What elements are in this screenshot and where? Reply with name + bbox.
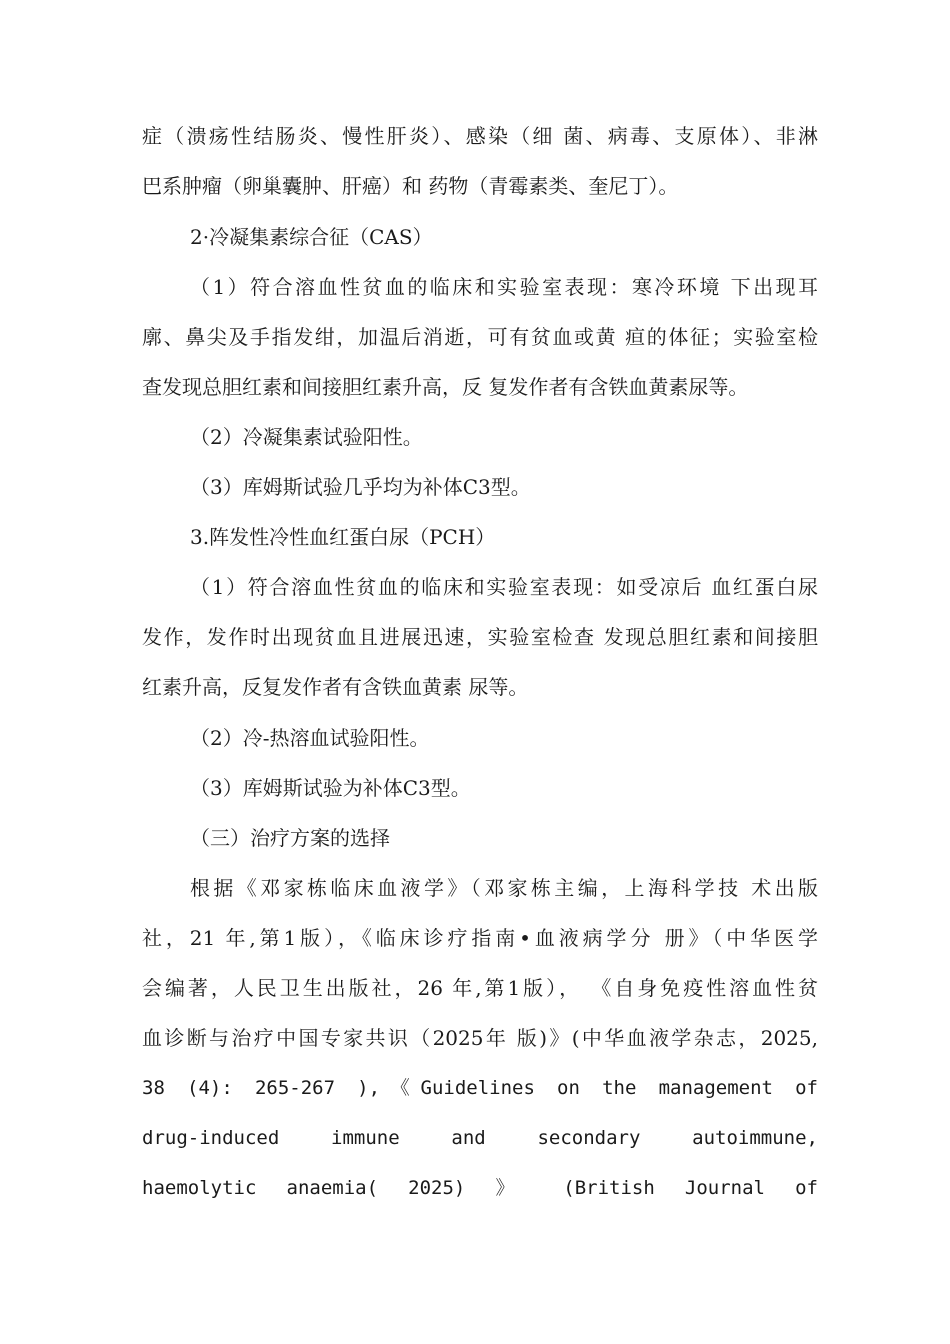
body-text-line: 巴系肿瘤（卵巢囊肿、肝癌）和 药物（青霉素类、奎尼丁）。 xyxy=(142,174,679,198)
list-item: （3）库姆斯试验几乎均为补体C3型。 xyxy=(190,475,531,499)
list-item: （3）库姆斯试验为补体C3型。 xyxy=(190,776,471,800)
body-text-line: （1）符合溶血性贫血的临床和实验室表现：寒冷环境 下出现耳 xyxy=(190,275,818,299)
body-text-line: 红素升高，反复发作者有含铁血黄素 尿等。 xyxy=(142,675,529,699)
body-text-line: 社，21 年,第1版），《临床诊疗指南•血液病学分 册》（中华医学 xyxy=(142,926,818,950)
body-text-line: 廓、鼻尖及手指发绀，加温后消逝，可有贫血或黄 疸的体征；实验室检 xyxy=(142,325,818,349)
section-heading-cas: 2·冷凝集素综合征（CAS） xyxy=(190,225,433,249)
body-text-line: drug-induced immune and secondary autoimmune, xyxy=(142,1127,818,1149)
list-item: （2）冷凝集素试验阳性。 xyxy=(190,425,423,449)
section-heading-treatment: （三）治疗方案的选择 xyxy=(190,826,390,850)
body-text-line: 症（溃疡性结肠炎、慢性肝炎）、感染（细 菌、病毒、支原体）、非淋 xyxy=(142,124,818,148)
body-text-line: haemolytic anaemia( 2025) 》 (British Journal of xyxy=(142,1177,818,1199)
body-text-line: 发作，发作时出现贫血且进展迅速，实验室检查 发现总胆红素和间接胆 xyxy=(142,625,818,649)
list-item: （2）冷-热溶血试验阳性。 xyxy=(190,726,430,750)
body-text-line: 会编著，人民卫生出版社，26 年,第1版）， 《自身免疫性溶血性贫 xyxy=(142,976,818,1000)
section-heading-pch: 3.阵发性冷性血红蛋白尿（PCH） xyxy=(190,525,496,549)
body-text-line: （1）符合溶血性贫血的临床和实验室表现：如受凉后 血红蛋白尿 xyxy=(190,575,818,599)
body-text-line: 38 (4): 265-267 ),《Guidelines on the management of xyxy=(142,1077,818,1099)
body-text-line: 查发现总胆红素和间接胆红素升高，反 复发作者有含铁血黄素尿等。 xyxy=(142,375,749,399)
body-text-line: 根据《邓家栋临床血液学》（邓家栋主编，上海科学技 术出版 xyxy=(190,876,818,900)
body-text-line: 血诊断与治疗中国专家共识（2025年 版)》(中华血液学杂志，2025, xyxy=(142,1026,818,1050)
